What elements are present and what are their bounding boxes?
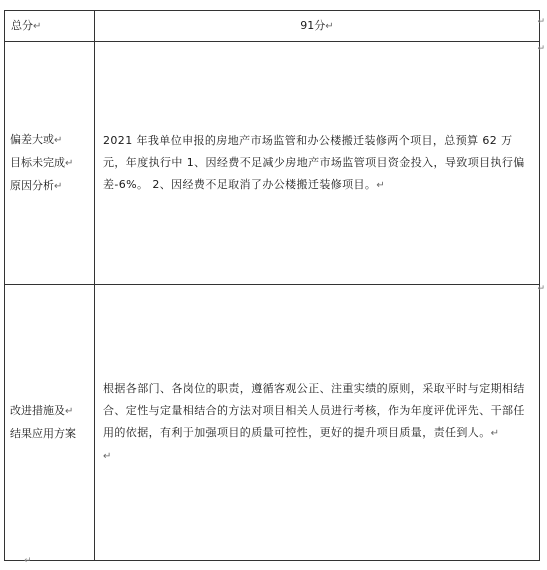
improvement-text-cell — [95, 285, 540, 561]
improvement-label-cell — [5, 285, 95, 561]
paragraph-mark: ↵ — [490, 428, 500, 439]
end-of-row-mark: ↵ — [537, 284, 545, 294]
deviation-label-line-1: 偏差大或 — [10, 132, 54, 146]
improvement-label-line-1: 改进措施及 — [10, 404, 65, 417]
improvement-row — [5, 285, 540, 561]
paragraph-mark: ↵ — [54, 180, 63, 192]
total-score-value-cell — [95, 11, 540, 42]
paragraph-mark: ↵ — [325, 20, 334, 32]
deviation-row — [5, 42, 540, 285]
paragraph-mark: ↵ — [103, 451, 112, 462]
end-of-row-mark: ↵ — [537, 17, 545, 27]
paragraph-mark: ↵ — [65, 157, 74, 169]
total-score-value: 91分 — [300, 18, 326, 32]
end-of-table-mark: ↵ — [24, 556, 32, 566]
deviation-label-cell — [5, 42, 95, 285]
paragraph-mark: ↵ — [33, 20, 42, 32]
deviation-label-line-3: 原因分析 — [10, 178, 54, 192]
paragraph-mark: ↵ — [54, 134, 63, 146]
paragraph-mark: ↵ — [376, 179, 386, 191]
total-score-label: 总分 — [11, 18, 33, 32]
performance-evaluation-table — [4, 10, 540, 561]
total-score-label-cell — [5, 11, 95, 42]
total-score-row — [5, 11, 540, 42]
deviation-label-line-2: 目标未完成 — [10, 155, 65, 169]
end-of-row-mark: ↵ — [537, 44, 545, 54]
deviation-text-cell — [95, 42, 540, 285]
deviation-analysis-text: 2021 年我单位申报的房地产市场监管和办公楼搬迁装修两个项目，总预算 62 万元，年度执行中 1、因经费不足减少房地产市场监管项目资金投入，导致项目执行偏差-6%。 2、因经费不足取消了办公楼搬迁装修项目。 — [103, 133, 525, 191]
improvement-measures-text: 根据各部门、各岗位的职责，遵循客观公正、注重实绩的原则，采取平时与定期相结合、定性与定量相结合的方法对项目相关人员进行考核，作为年度评优评先、干部任用的依据，有利于加强项目的质量可控性，更好的提升项目质量，责任到人。 — [103, 382, 525, 439]
paragraph-mark: ↵ — [65, 406, 74, 417]
improvement-label-line-2: 结果应用方案 — [10, 427, 76, 440]
